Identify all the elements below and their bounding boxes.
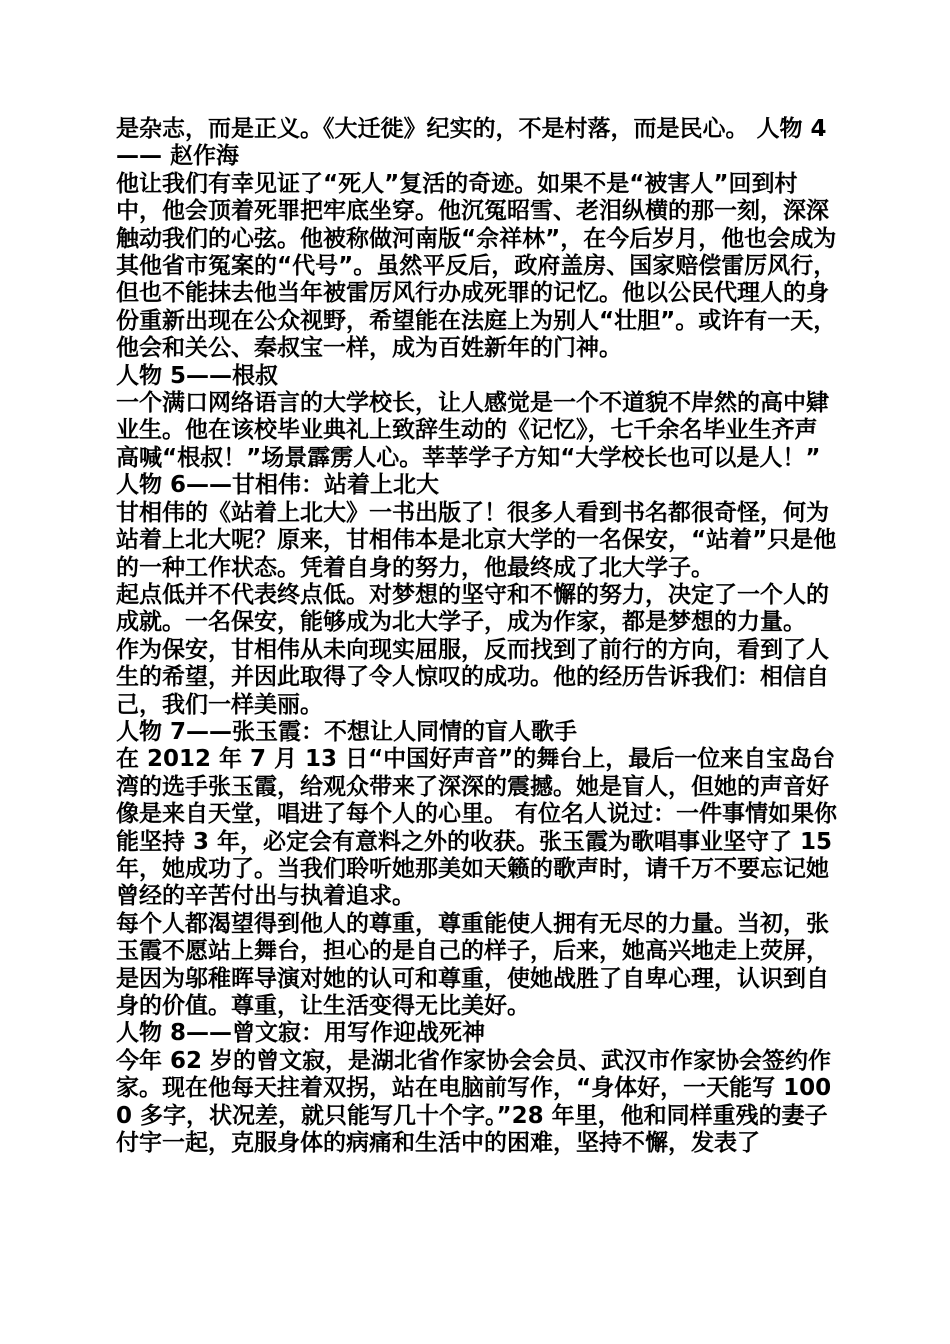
- paragraph-zhang-yuxia-1: 在 2012 年 7 月 13 日“中国好声音”的舞台上，最后一位来自宝岛台湾的选手张玉霞，给观众带来了深深的震撼。她是盲人，但她的声音好像是来自天堂，唱进了每个人的心里。 有位名人说过：一件事情如果你能坚持 3 年，必定会有意料之外的收获。张玉霞为歌唱事业坚守了 15 年，她成功了。当我们聆听她那美如天籁的歌声时，请千万不要忘记她曾经的辛苦付出与执着追求。: [116, 746, 838, 910]
- heading-person-6: 人物 6——甘相伟：站着上北大: [116, 472, 440, 499]
- paragraph-zhang-yuxia-2: 每个人都渴望得到他人的尊重，尊重能使人拥有无尽的力量。当初，张玉霞不愿站上舞台，担心的是自己的样子，后来，她高兴地走上荧屏，是因为邬稚晖导演对她的认可和尊重，使她战胜了自卑心理，认识到自身的价值。尊重，让生活变得无比美好。: [116, 910, 829, 1019]
- paragraph-zeng-wenji: 今年 62 岁的曾文寂，是湖北省作家协会会员、武汉市作家协会签约作家。现在他每天拄着双拐，站在电脑前写作，“身体好，一天能写 1000 多字，状况差，就只能写几十个字。”28 年里，他和同样重残的妻子付宇一起，克服身体的病痛和生活中的困难，坚持不懈，发表了: [116, 1047, 832, 1157]
- paragraph-intro-person-4: 是杂志，而是正义。《大迁徙》纪实的，不是村落，而是民心。 人物 4—— 赵作海: [116, 116, 827, 170]
- paragraph-gan-xiangwei-1: 甘相伟的《站着上北大》一书出版了！很多人看到书名都很奇怪，何为站着上北大呢？原来，甘相伟本是北京大学的一名保安，“站着”只是他的一种工作状态。凭着自身的努力，他最终成了北大学子。: [116, 499, 837, 581]
- heading-person-7: 人物 7——张玉霞：不想让人同情的盲人歌手: [116, 718, 578, 745]
- paragraph-genshu: 一个满口网络语言的大学校长，让人感觉是一个不道貌不岸然的高中肄业生。他在该校毕业典礼上致辞生动的《记忆》，七千余名毕业生齐声高喊“根叔！”场景霹雳人心。莘莘学子方知“大学校长也可以是人！”: [116, 390, 829, 471]
- heading-person-5: 人物 5——根叔: [116, 362, 279, 389]
- document-body: [116, 116, 838, 1157]
- paragraph-gan-xiangwei-3: 作为保安，甘相伟从未向现实屈服，反而找到了前行的方向，看到了人生的希望，并因此取得了令人惊叹的成功。他的经历告诉我们：相信自己，我们一样美丽。: [116, 636, 829, 718]
- heading-person-8: 人物 8——曾文寂：用写作迎战死神: [116, 1020, 486, 1047]
- paragraph-gan-xiangwei-2: 起点低并不代表终点低。对梦想的坚守和不懈的努力，决定了一个人的成就。一名保安，能够成为北大学子，成为作家，都是梦想的力量。: [116, 581, 829, 636]
- paragraph-zhao-zuohai: 他让我们有幸见证了“死人”复活的奇迹。如果不是“被害人”回到村中，他会顶着死罪把牢底坐穿。他沉冤昭雪、老泪纵横的那一刻，深深触动我们的心弦。他被称做河南版“佘祥林”，在今后岁月，他也会成为其他省市冤案的“代号”。虽然平反后，政府盖房、国家赔偿雷厉风行，但也不能抹去他当年被雷厉风行办成死罪的记忆。他以公民代理人的身份重新出现在公众视野，希望能在法庭上为别人“壮胆”。或许有一天，他会和关公、秦叔宝一样，成为百姓新年的门神。: [116, 170, 837, 362]
